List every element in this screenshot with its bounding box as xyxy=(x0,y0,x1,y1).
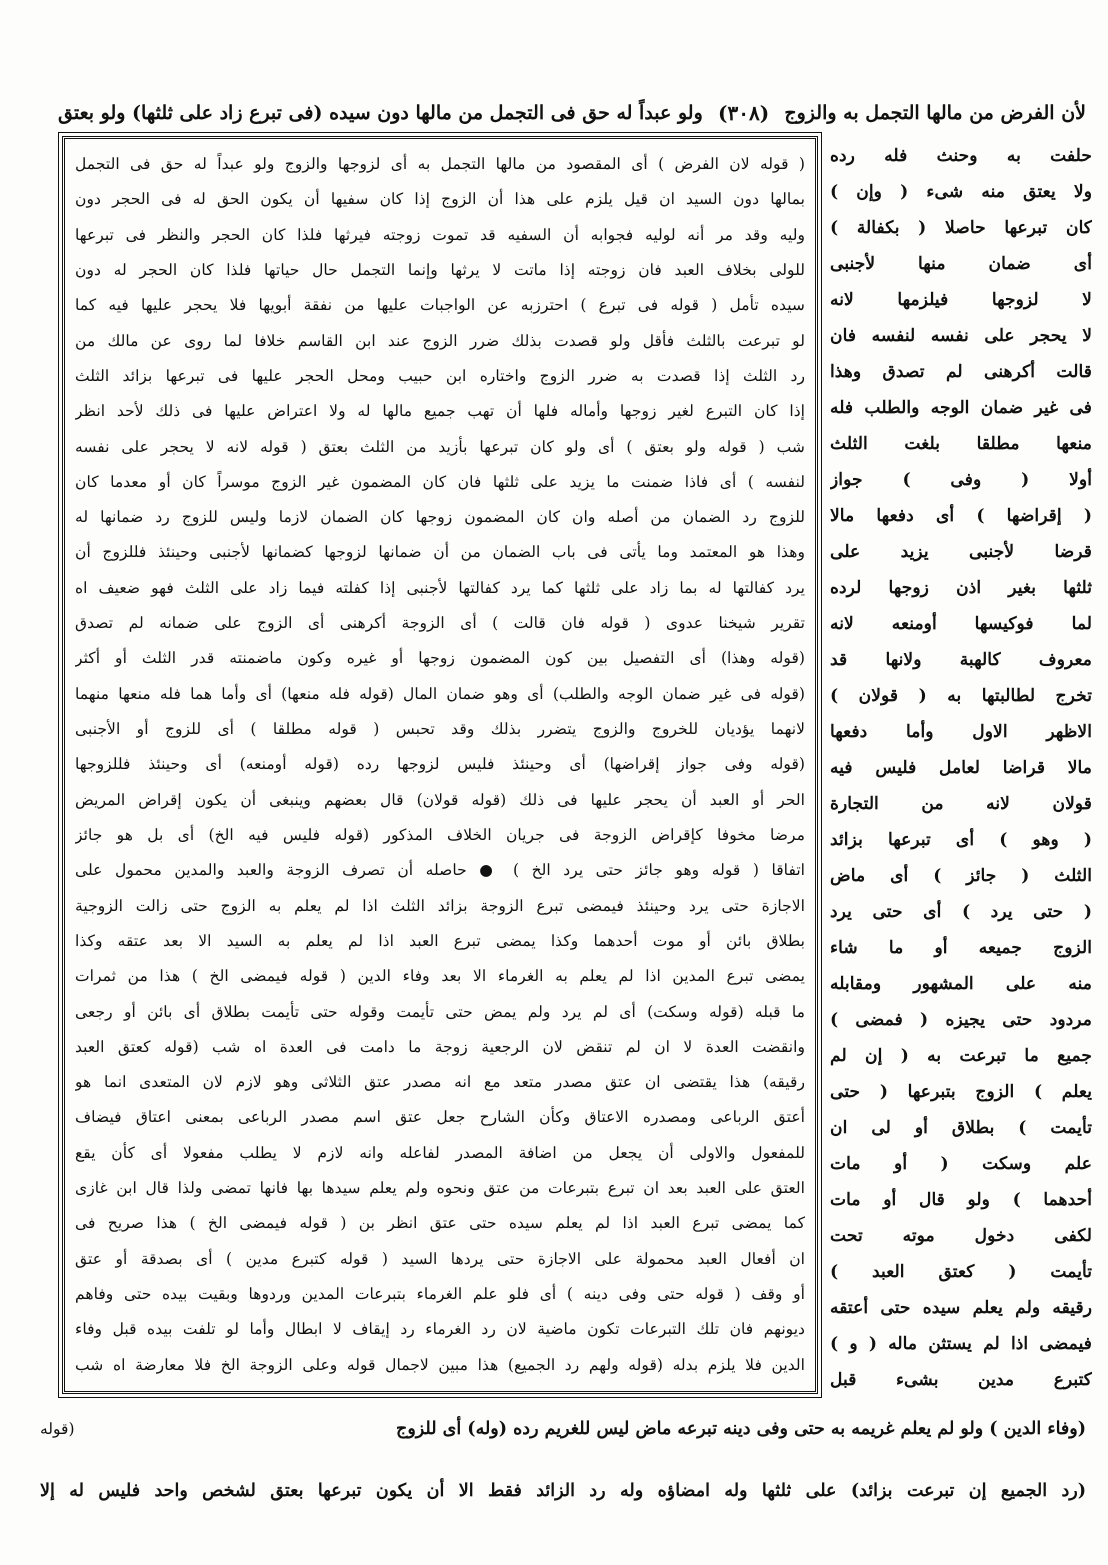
commentary-text xyxy=(75,147,805,1383)
commentary-line: اتفاقا ( قوله وهو جائز حتى يرد الخ ) ● حاصله أن تصرف الزوجة والعبد والمدين محمول على xyxy=(75,861,805,880)
commentary-line: ( قوله لان الفرض ) أى المقصود من مالها التجمل به أى لزوجها والزوج ولو عبداً له حق فى التجمل xyxy=(75,155,805,173)
matn-line: كان تبرعها حاصلا ( بكفالة ) xyxy=(830,218,1092,238)
commentary-line: العتق على العبد بعد ان تبرع بتبرعات من عتق ونحوه ولم يعلم سيدها بها فانها تمضى ولذا قال ابن غازى xyxy=(75,1179,805,1198)
matn-line: لا يحجر على نفسه لنفسه فان xyxy=(830,326,1092,346)
commentary-line: وهذا هو المعتمد وما يأتى فى باب الضمان من أن ضمانها لزوجها كضمانها لأجنبى وحينئذ فللزوج أن xyxy=(75,543,805,562)
commentary-line: رقيقه) هذا يقتضى ان عتق مصدر متعد مع انه مصدر عتق الثلاثى وهو لازم لان المتعدى انما هو xyxy=(75,1073,805,1092)
matn-line: تخرج لطالبتها به ( قولان ) xyxy=(830,686,1092,706)
bottom-matn-text: (وفاء الدين ) ولو لم يعلم غريمه به حتى وفى دينه تبرعه ماض ليس للغريم رده (وله) أى للزوج xyxy=(396,1419,1086,1439)
matn-line: منه على المشهور ومقابله xyxy=(830,974,1092,994)
commentary-line: ديونهم فان تلك التبرعات تكون ماضية لان رد الغرماء رد إيقاف لا ابطال وأما لو تلفت بيده قبل وفاء xyxy=(75,1320,805,1339)
matn-line: تأيمت ( كعتق العبد ) xyxy=(830,1262,1092,1282)
matn-line: جميع ما تبرعت به ( إن لم xyxy=(830,1046,1092,1066)
matn-line: أولا ( وفى ) جواز xyxy=(830,470,1092,490)
matn-line: تأيمت ) بطلاق أو لى ان xyxy=(830,1118,1092,1138)
commentary-line: يرد كفالتها له بما زاد على ثلثها كما يرد كفالتها لأجنبى إذا كفلته فيما زاد على الثلث فهو ضعيف اه xyxy=(75,578,805,597)
commentary-line: (قوله وفى جواز إقراضها) أى وحينئذ فليس لزوجها رده (قوله أومنعه) أى وحينئذ فللزوجها xyxy=(75,755,805,774)
matn-line: مالا قراضا لعامل فليس فيه xyxy=(830,758,1092,778)
commentary-catchword: (قوله xyxy=(40,1420,75,1438)
matn-line: علم وسكت ( أو مات xyxy=(830,1154,1092,1174)
commentary-line: الحر أو العبد أن يحجر عليها فى ذلك (قوله قولان) قال بعضهم وينبغى أن يكون إقراض المريض xyxy=(75,790,805,809)
page-number: (٣٠٨) xyxy=(717,101,770,125)
matn-line: فى غير ضمان الوجه والطلب فله xyxy=(830,398,1092,418)
commentary-line: لو تبرعت بالثلث فأقل ولو قصدت بذلك ضرر الزوج عند ابن القاسم خلافا لما روى عن مالك من xyxy=(75,331,805,350)
commentary-line: وليه وقد مر أنه لوليه فجوابه أن السفيه قد تموت زوجته فيرثها فلذا كان الحجر والنظر فى تبرعها xyxy=(75,225,805,244)
matn-column xyxy=(830,139,1092,1397)
commentary-line: للمفعول والاولى أن يجعل من اضافة المصدر لفاعله وانه لازم لا يطلب مفعولا أى كأن يقع xyxy=(75,1143,805,1162)
matn-line: الاظهر الاول وأما دفعها xyxy=(830,722,1092,742)
commentary-line: شب ( قوله ولو بعتق ) أى ولو كان تبرعها بأزيد من الثلث بعتق ( قوله لانه لا يحجر على نفسه xyxy=(75,437,805,456)
matn-line: يعلم ) الزوج بتبرعها ( حتى xyxy=(830,1082,1092,1102)
matn-line: قرضا لأجنبى يزيد على xyxy=(830,542,1092,562)
matn-line: الزوج جميعه أو ما شاء xyxy=(830,938,1092,958)
commentary-line: بمالها دون السيد ان قيل يلزم على هذا أن الزوج إذا كان سفيها أن يكون الحق له فى الحجر دون xyxy=(75,190,805,209)
commentary-line: رد الثلث إذا قصدت به ضرر الزوج واختاره ابن حبيب ومحل الحجر عليها فى تبرعها بزائد الثلث xyxy=(75,366,805,385)
matn-line: منعها مطلقا بلغت الثلث xyxy=(830,434,1092,454)
commentary-line: لنفسه ) أى فاذا ضمنت ما يزيد على ثلثها فان كان المضمون غير الزوج موسراً كان أو معدما كان xyxy=(75,472,805,491)
matn-line: كتبرع مدين بشىء قبل xyxy=(830,1370,1092,1390)
commentary-frame xyxy=(62,136,818,1394)
commentary-line: سيده تأمل ( قوله فى تبرع ) احترزبه عن الواجبات عليها من نفقة أبويها فلا يحجر عليها فيه كما xyxy=(75,296,805,315)
commentary-line: الدين فلا يلزم بدله (قوله ولهم رد الجميع) هذا مبين لاجمال قوله وعلى الزوجة الخ فلا معارضة اه شب xyxy=(75,1355,805,1374)
commentary-line: كما يمضى تبرع العبد اذا لم يعلم سيده حتى عتق انظر بن ( قوله فيمضى الخ ) هذا صريح فى xyxy=(75,1214,805,1233)
commentary-line: لانهما يؤديان للخروج والزوج يتضرر بذلك وقد تحبس ( قوله مطلقا ) أى للزوج أو الأجنبى xyxy=(75,720,805,738)
commentary-line: بطلاق بائن أو موت أحدهما وكذا يمضى تبرع العبد اذا لم يعلم به السيد الا بعد عتقه وكذا xyxy=(75,931,805,950)
commentary-line: الاجازة حتى يرد وحينئذ فيمضى تبرع الزوجة بزائد الثلث اذا لم يعلم به الزوج حتى زالت الزوجية xyxy=(75,896,805,915)
commentary-line: أعتق الرباعى ومصدره الاعتاق وكأن الشارح جعل عتق اسم مصدر الرباعى بمعنى اعتاق فيضاف xyxy=(75,1108,805,1127)
matn-line: قالت أكرهنى لم تصدق وهذا xyxy=(830,362,1092,382)
running-header xyxy=(58,96,1086,130)
matn-line: أحدهما ) ولو قال أو مات xyxy=(830,1190,1092,1210)
commentary-line: للزوج رد الضمان من أصله وان كان المضمون زوجها كان الضمان لازما وليس للزوج رد ضمانها له xyxy=(75,508,805,527)
matn-line: لا لزوجها فيلزمها لانه xyxy=(830,290,1092,310)
bottom-line-2 xyxy=(40,1472,1086,1510)
matn-line: ( إقراضها ) أى دفعها مالا xyxy=(830,506,1092,526)
header-right-text: لأن الفرض من مالها التجمل به والزوج xyxy=(784,102,1086,124)
matn-line: ولا يعتق منه شىء ( وإن ) xyxy=(830,182,1092,202)
matn-line: الثلث ( جائز ) أى ماض xyxy=(830,866,1092,886)
matn-line: ثلثها بغير اذن زوجها لرده xyxy=(830,578,1092,598)
matn-line: ( وهو ) أى تبرعها بزائد xyxy=(830,830,1092,850)
bottom-matn-text-2: (رد الجميع إن تبرعت بزائد) على ثلثها وله امضاؤه وله رد الزائد فقط الا أن يكون تبرعها بعتق لشخص واحد فليس له إلا xyxy=(40,1481,1086,1501)
matn-line: ( حتى يرد ) أى حتى يرد xyxy=(830,902,1092,922)
commentary-line: ما قبله (قوله وسكت) أى لم يرد ولم يمض حتى تأيمت وقوله حتى تأيمت بطلاق أى بائن أو رجعى xyxy=(75,1002,805,1021)
bottom-continuation xyxy=(40,1410,1086,1510)
matn-line: لما فوكيسها أومنعه لانه xyxy=(830,614,1092,634)
commentary-line: وانقضت العدة لا ان لم تنقض لان الرجعية زوجة ما دامت فى العدة اه شب (قوله كعتق العبد xyxy=(75,1037,805,1056)
commentary-line: ان أفعال العبد محمولة على الاجازة حتى يردها السيد ( قوله كتبرع مدين ) أى بصدقة أو عتق xyxy=(75,1249,805,1268)
commentary-line: إذا كان التبرع لغير زوجها وأماله فلها أن تهب جميع مالها له ولا اعتراض عليها فى ذلك لأحد انظر xyxy=(75,402,805,421)
matn-line: أى ضمان منها لأجنبى xyxy=(830,254,1092,274)
header-left-text: ولو عبداً له حق فى التجمل من مالها دون سيده (فى تبرع زاد على ثلثها) ولو بعتق xyxy=(58,102,703,124)
matn-line: مردود حتى يجيزه ( فمضى ) xyxy=(830,1010,1092,1030)
commentary-line: للولى بخلاف العبد فان زوجته إذا ماتت لا يرثها وإنما التجمل حال حياتها فلذا كان الحجر له دون xyxy=(75,260,805,279)
commentary-line: أو وقف ( قوله حتى وفى دينه ) أى فلو علم الغرماء بتبرعات المدين وردوها وبقيت بيده حتى وفاهم xyxy=(75,1285,805,1303)
commentary-line: (قوله فى غير ضمان الوجه والطلب) أى وهو ضمان المال (قوله فله منعها) أى وأما هما فله منعها منهما xyxy=(75,684,805,703)
matn-line: فيمضى اذا لم يستثن ماله ( و ) xyxy=(830,1334,1092,1354)
matn-line: لكفى دخول موته تحت xyxy=(830,1226,1092,1246)
matn-line: قولان لانه من التجارة xyxy=(830,794,1092,814)
matn-line: حلفت به وحنث فله رده xyxy=(830,146,1092,166)
bottom-line-1 xyxy=(40,1410,1086,1448)
commentary-line: (قوله وهذا) أى التفصيل بين كون المضمون زوجها أو غيره وكون ماضمنته قدر الثلث أو أكثر xyxy=(75,649,805,668)
commentary-line: يمضى تبرع المدين اذا لم يعلم به الغرماء الا بعد وفاء الدين ( قوله فيمضى الخ ) هذا من ثمرات xyxy=(75,967,805,986)
matn-line: رقيقه ولم يعلم سيده حتى أعتقه xyxy=(830,1298,1092,1318)
commentary-line: مرضا مخوفا كإقراض الزوجة فى جريان الخلاف المذكور (قوله فليس فيه الخ) أى بل هو جائز xyxy=(75,825,805,844)
commentary-line: تقرير شيخنا عدوى ( قوله فان قالت ) أى الزوجة أكرهنى أى الزوج على ضمانه لم تصدق xyxy=(75,614,805,633)
matn-line: معروف كالهبة ولانها قد xyxy=(830,650,1092,670)
